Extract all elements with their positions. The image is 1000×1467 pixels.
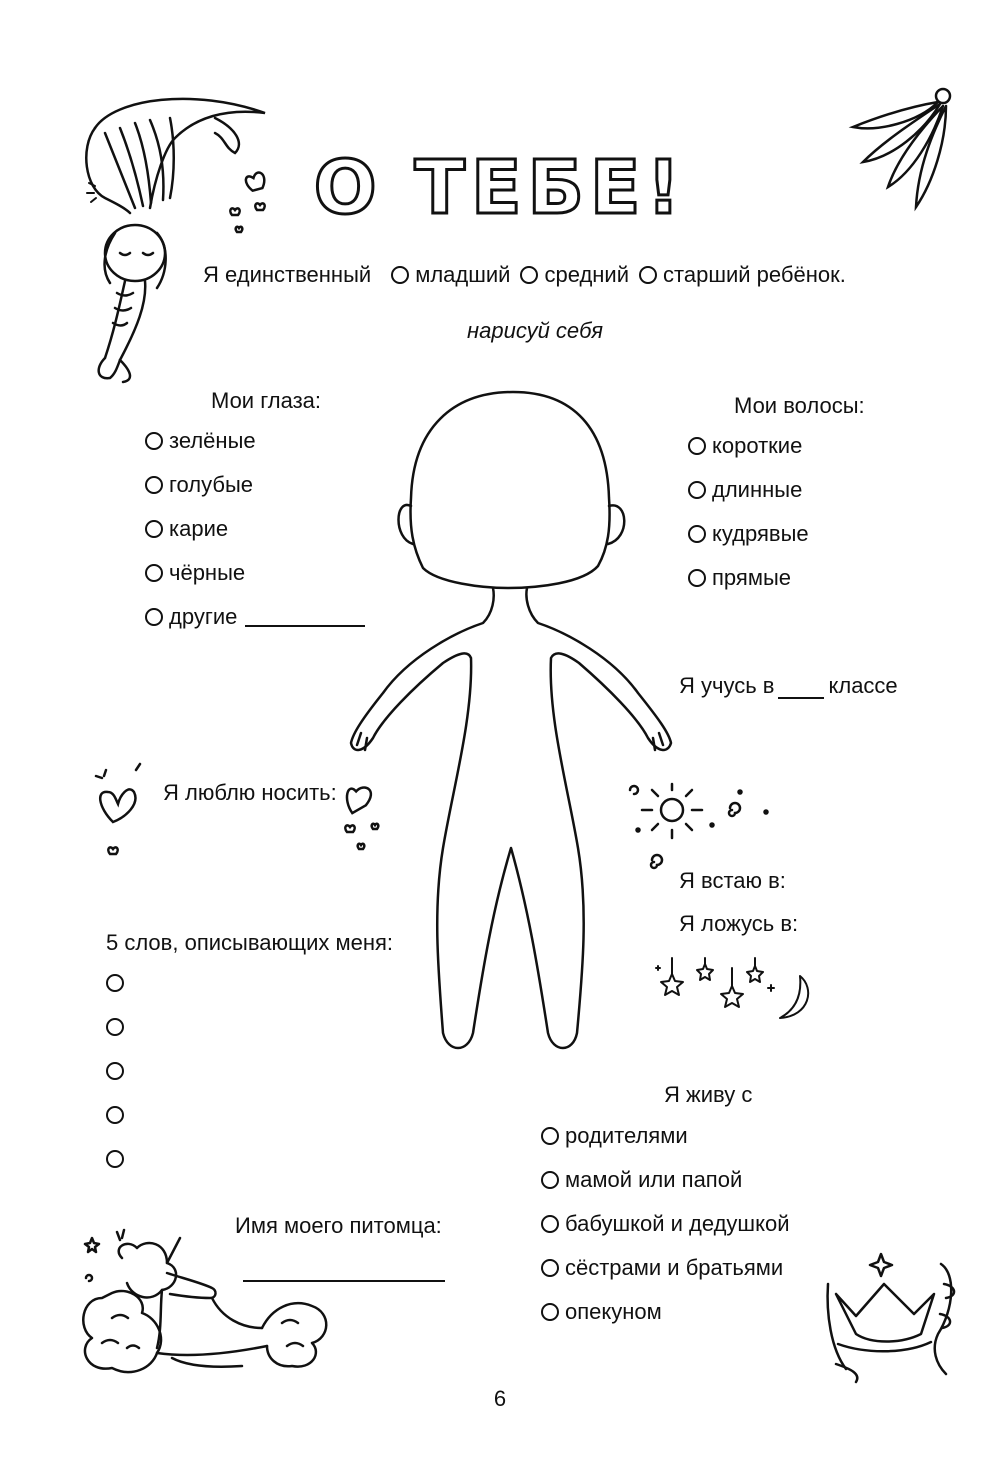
word-bullet-circle-icon[interactable]	[106, 1018, 124, 1036]
radio-circle-icon	[391, 266, 409, 284]
radio-circle-icon	[145, 564, 163, 582]
radio-circle-icon	[520, 266, 538, 284]
hair-option[interactable]: короткие	[688, 433, 809, 459]
eyes-other-blank[interactable]	[245, 607, 365, 627]
school-grade-blank[interactable]	[778, 679, 824, 699]
child-order-row	[203, 262, 846, 288]
word-bullet-circle-icon[interactable]	[106, 1150, 124, 1168]
radio-circle-icon	[541, 1171, 559, 1189]
eyes-options	[145, 428, 365, 630]
radio-circle-icon	[541, 1127, 559, 1145]
radio-circle-icon	[145, 432, 163, 450]
hair-heading: Мои волосы:	[734, 393, 865, 418]
sun-icon	[620, 780, 780, 870]
crown-icon	[826, 1254, 966, 1384]
body-outline-illustration	[343, 388, 683, 1068]
child-order-option[interactable]: младший	[391, 262, 510, 288]
radio-circle-icon	[541, 1215, 559, 1233]
eyes-option[interactable]: зелёные	[145, 428, 365, 454]
child-order-option[interactable]: средний	[520, 262, 629, 288]
school-suffix: классе	[828, 673, 898, 698]
lives-with-option[interactable]: родителями	[541, 1123, 789, 1149]
lives-with-option[interactable]: опекуном	[541, 1299, 789, 1325]
lives-with-option[interactable]: мамой или папой	[541, 1167, 789, 1193]
radio-circle-icon	[145, 520, 163, 538]
hair-option[interactable]: кудрявые	[688, 521, 809, 547]
eyes-heading: Мои глаза:	[211, 388, 322, 413]
radio-circle-icon	[688, 525, 706, 543]
child-order-prefix: Я единственный	[203, 262, 372, 287]
eyes-option-other[interactable]: другие	[145, 604, 365, 630]
wake-label: Я встаю в:	[679, 868, 786, 893]
word-bullet-circle-icon[interactable]	[106, 974, 124, 992]
eyes-option[interactable]: чёрные	[145, 560, 365, 586]
word-bullet-circle-icon[interactable]	[106, 1106, 124, 1124]
lives-with-options	[541, 1123, 789, 1325]
radio-circle-icon	[541, 1303, 559, 1321]
school-row	[679, 673, 898, 699]
hearts-doodle-clothes	[335, 774, 385, 854]
five-words-list	[106, 974, 130, 1168]
pet-label: Имя моего питомца:	[235, 1213, 442, 1238]
five-words-heading: 5 слов, описывающих меня:	[106, 930, 394, 955]
radio-circle-icon	[688, 481, 706, 499]
lives-with-option[interactable]: бабушкой и дедушкой	[541, 1211, 789, 1237]
radio-circle-icon	[145, 608, 163, 626]
hair-option[interactable]: прямые	[688, 565, 809, 591]
hair-option[interactable]: длинные	[688, 477, 809, 503]
radio-circle-icon	[639, 266, 657, 284]
radio-circle-icon	[688, 437, 706, 455]
eyes-option[interactable]: голубые	[145, 472, 365, 498]
hair-options	[688, 433, 809, 591]
child-order-option[interactable]: старший ребёнок.	[639, 262, 846, 288]
lives-with-heading: Я живу с	[664, 1082, 753, 1107]
radio-circle-icon	[145, 476, 163, 494]
stars-moon-icon	[650, 958, 820, 1028]
page-title: О ТЕБЕ!	[313, 145, 687, 231]
page-number: 6	[493, 1386, 507, 1411]
word-bullet-circle-icon[interactable]	[106, 1062, 124, 1080]
radio-circle-icon	[688, 569, 706, 587]
draw-prompt: нарисуй себя	[467, 318, 604, 343]
eyes-option[interactable]: карие	[145, 516, 365, 542]
clothes-label: Я люблю носить:	[163, 780, 337, 805]
unicorn-illustration	[72, 1228, 332, 1378]
heart-doodle-left	[88, 762, 148, 862]
sleep-label: Я ложусь в:	[679, 911, 799, 936]
school-prefix: Я учусь в	[679, 673, 775, 698]
lives-with-option[interactable]: сёстрами и братьями	[541, 1255, 789, 1281]
radio-circle-icon	[541, 1259, 559, 1277]
